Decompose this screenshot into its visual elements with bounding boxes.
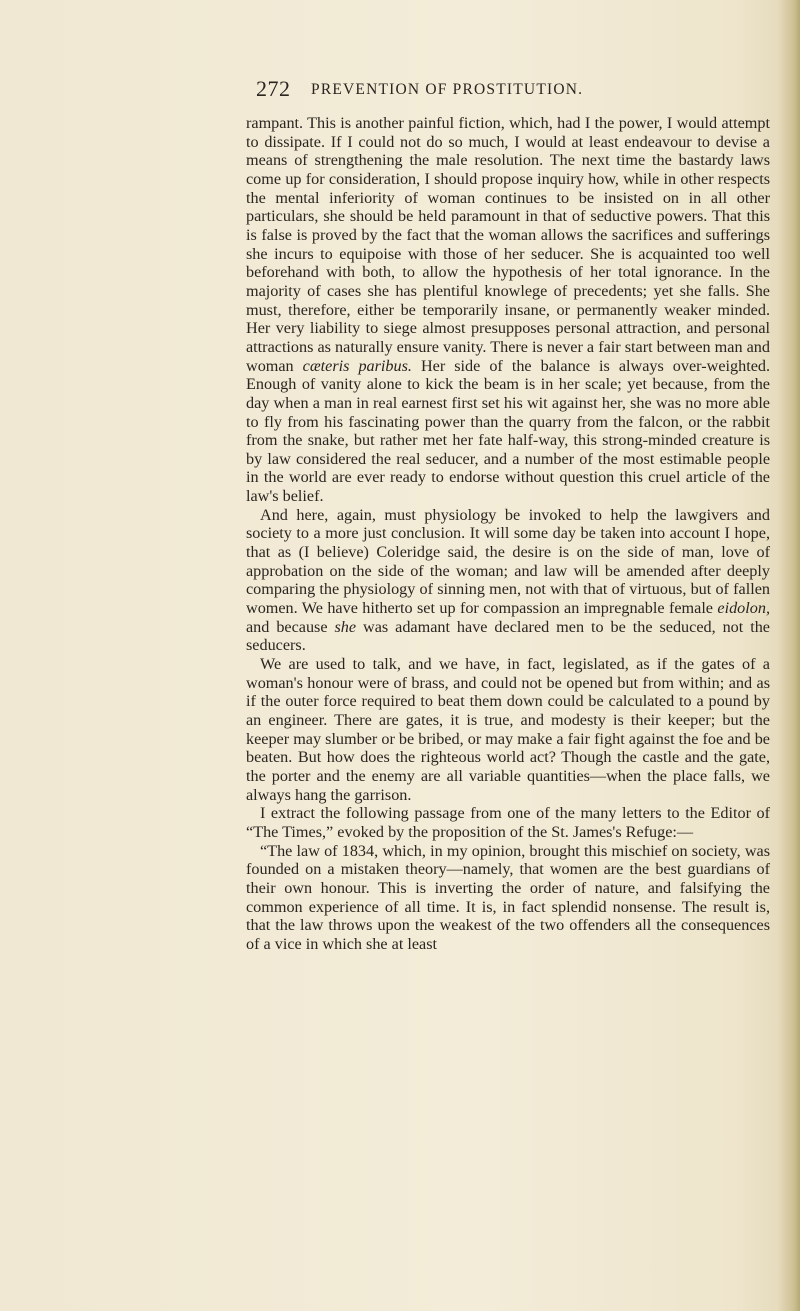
italic-phrase: cæteris paribus.	[302, 356, 412, 375]
running-head: PREVENTION OF PROSTITUTION.	[311, 81, 584, 98]
page-header	[256, 76, 776, 106]
paragraph-2: And here, again, must physiology be invoked to help the lawgivers and society to a more just conclusion. It will some day be taken into account I hope, that as (I believe) Coleridge said, the desire is on the side of man, love of approbation on the side of the woman; and law will be amended after deeply comparing the physiology of sinning men, not with that of virtuous, but of fallen women. We have hitherto set up for compassion an impregnable female eidolon, and because she was adamant have declared men to be the seduced, not the seducers.	[246, 505, 770, 655]
quoted-passage: “The law of 1834, which, in my opinion, brought this mischief on society, was founded on a mistaken theory—namely, that women are the best guardians of their own honour. This is inverting the order of nature, and falsifying the common experience of all time. It is, in fact splendid nonsense. The result is, that the law throws upon the weakest of the two offenders all the consequences of a vice in which she at least	[246, 841, 770, 953]
paragraph-1: rampant. This is another painful fiction, which, had I the power, I would attempt to dissipate. If I could not do so much, I would at least endeavour to devise a means of strengthening the male resolution. The next time the bastardy laws come up for consideration, I should propose inquiry how, while in other respects the mental inferiority of woman continues to be insisted on in all other particulars, she should be held paramount in that of seductive powers. That this is false is proved by the fact that the woman allows the sacrifices and sufferings she incurs to equipoise with those of her seducer. She is acquainted too well beforehand with both, to allow the hypothesis of her total ignorance. In the majority of cases she has plentiful knowlege of precedents; yet she falls. She must, therefore, either be temporarily insane, or permanently weaker minded. Her very liability to siege almost presupposes personal attraction, and personal attractions as naturally ensure vanity. There is never a fair start between man and woman cæteris paribus. Her side of the balance is always over-weighted. Enough of vanity alone to kick the beam is in her scale; yet because, from the day when a man in real earnest first set his wit against her, she was no more able to fly from his fascinating power than the quarry from the falcon, or the rabbit from the snake, but rather met her fate half-way, this strong-minded creature is by law considered the real seducer, and a number of the most estimable people in the world are ever ready to endorse without question this cruel article of the law's belief.	[246, 114, 771, 506]
paragraph-3: We are used to talk, and we have, in fact, legislated, as if the gates of a woman's honour were of brass, and could not be opened but from within; and as if the outer force required to beat them down could be calculated to a pound by an engineer. There are gates, it is true, and modesty is their keeper; but the keeper may slumber or be bribed, or may make a fair fight against the foe and be beaten. But how does the righteous world act? Though the castle and the gate, the porter and the enemy are all variable quantities—when the place falls, we always hang the garrison.	[246, 655, 770, 804]
page-edge-shadow	[778, 0, 800, 1311]
italic-phrase: she	[334, 617, 357, 636]
italic-phrase: eidolon,	[717, 599, 770, 618]
page-number: 272	[256, 76, 291, 101]
paragraph-4: I extract the following passage from one of the many letters to the Editor of “The Times,” evoked by the proposition of the St. James's Refuge:—	[246, 804, 770, 841]
body-text	[246, 114, 770, 954]
